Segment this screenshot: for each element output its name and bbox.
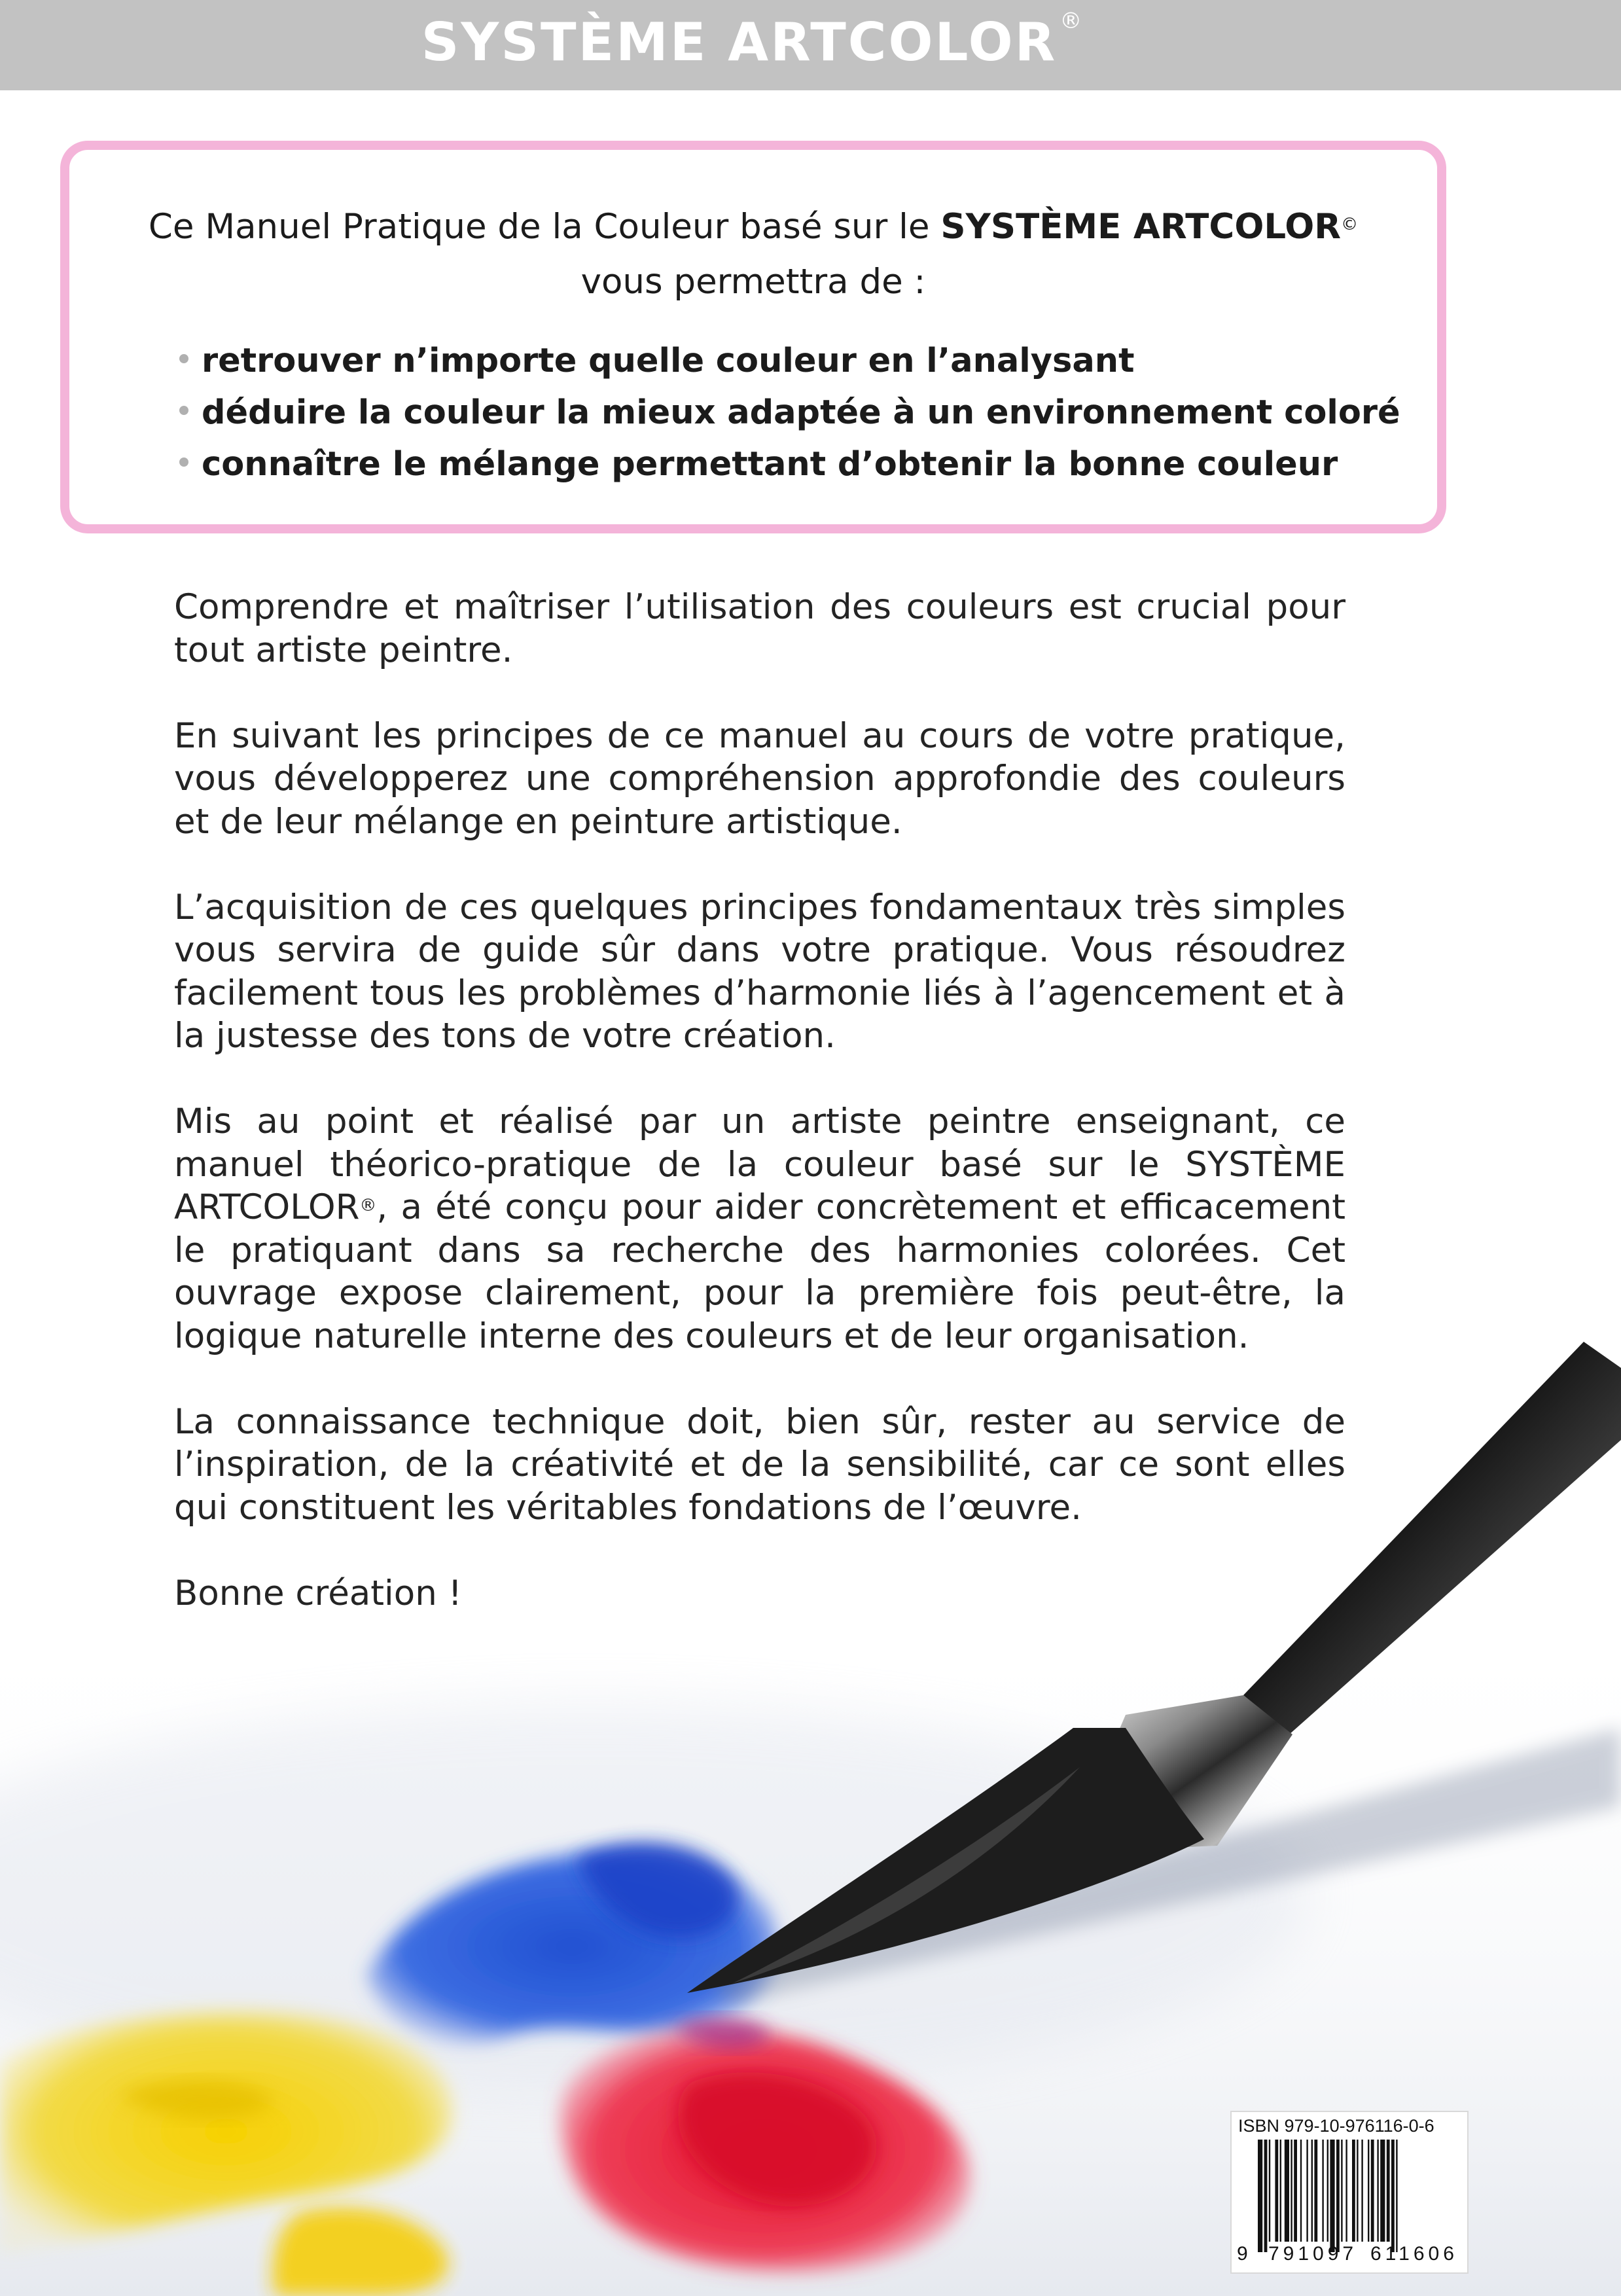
benefit-item: déduire la couleur la mieux adaptée à un environnement coloré [179, 387, 1400, 439]
summary-intro: Ce Manuel Pratique de la Couleur basé sur le SYSTÈME ARTCOLOR© vous permettra de : [148, 207, 1359, 302]
barcode-bar [1396, 2140, 1397, 2252]
benefit-list [179, 335, 1400, 490]
barcode-bar [1368, 2140, 1369, 2242]
barcode-digits-left: 791097 [1268, 2243, 1358, 2265]
barcode-bar [1311, 2140, 1313, 2242]
barcode-bar [1391, 2140, 1395, 2252]
header-bar [0, 0, 1621, 90]
barcode-digits-right: 611606 [1370, 2243, 1458, 2265]
benefit-item: retrouver n’importe quelle couleur en l’analysant [179, 335, 1400, 387]
registered-mark: ® [1060, 8, 1084, 34]
barcode-bar [1264, 2140, 1268, 2252]
barcode-bar [1341, 2140, 1342, 2242]
barcode-bar [1300, 2140, 1302, 2242]
description-text [174, 586, 1345, 1658]
barcode-bar [1269, 2140, 1270, 2242]
barcode-bar [1371, 2140, 1374, 2242]
benefit-item: connaître le mélange permettant d’obtenir la bonne couleur [179, 439, 1400, 490]
paragraph: La connaissance technique doit, bien sûr, rester au service de l’inspiration, de la créativité et de la sensibilité, car ce sont elles qui constituent les véritables fondations de l’œuvre. [174, 1401, 1345, 1528]
barcode-digit-first: 9 [1237, 2243, 1248, 2265]
isbn-number: ISBN 979-10-976116-0-6 [1238, 2116, 1434, 2136]
summary-box [60, 141, 1446, 533]
barcode-bar [1377, 2140, 1378, 2242]
barcode-bar [1291, 2140, 1292, 2242]
barcode-bar [1258, 2140, 1262, 2252]
paragraph: Mis au point et réalisé par un artiste peintre enseignant, ce manuel théorico-pratique de la couleur basé sur le SYSTÈME ARTCOLOR®, a été conçu pour aider concrètement et efficacement le pratiquant dans sa recherche des harmonies colorées. Cet ouvrage expose clairement, pour la première fois peut-être, la logique naturelle interne des couleurs et de leur organisation. [174, 1102, 1345, 1356]
bullet-icon [179, 406, 188, 415]
paragraph: En suivant les principes de ce manuel au cours de votre pratique, vous développerez une compréhension approfondie des couleurs et de leur mélange en peinture artistique. [174, 715, 1345, 842]
barcode-bar [1322, 2140, 1323, 2242]
barcode-bar [1387, 2140, 1390, 2242]
bullet-icon [179, 457, 188, 467]
barcode-bar [1357, 2140, 1358, 2242]
closing-line: Bonne création ! [174, 1573, 462, 1613]
barcode-bar [1275, 2140, 1278, 2242]
bullet-icon [179, 354, 188, 363]
registered-mark: ® [359, 1196, 377, 1215]
isbn-barcode [1230, 2111, 1469, 2274]
barcode-bar [1280, 2140, 1281, 2242]
barcode-bar [1306, 2140, 1308, 2242]
system-name: SYSTÈME ARTCOLOR [940, 207, 1342, 247]
barcode-bar [1352, 2140, 1355, 2242]
paragraph: Comprendre et maîtriser l’utilisation des couleurs est crucial pour tout artiste peintre. [174, 587, 1345, 670]
header-title: SYSTÈME ARTCOLOR ® [421, 8, 1084, 73]
barcode-bar [1361, 2140, 1363, 2242]
copyright-mark: © [1341, 215, 1359, 234]
barcode-bar [1336, 2140, 1340, 2252]
paragraph: L’acquisition de ces quelques principes fondamentaux très simples vous servira de guide sûr dans votre pratique. Vous résoudrez facilement tous les problèmes d’harmonie liés à l’agencement et à la justesse des tons de votre création. [174, 887, 1345, 1056]
summary-intro-line2: vous permettra de : [580, 262, 926, 302]
barcode-bar [1294, 2140, 1297, 2242]
barcode-bar [1380, 2140, 1385, 2242]
barcode-bar [1314, 2140, 1317, 2242]
barcode-bar [1330, 2140, 1334, 2252]
barcode-bar [1345, 2140, 1347, 2242]
barcode-bar [1285, 2140, 1289, 2242]
barcode-bar [1327, 2140, 1328, 2242]
